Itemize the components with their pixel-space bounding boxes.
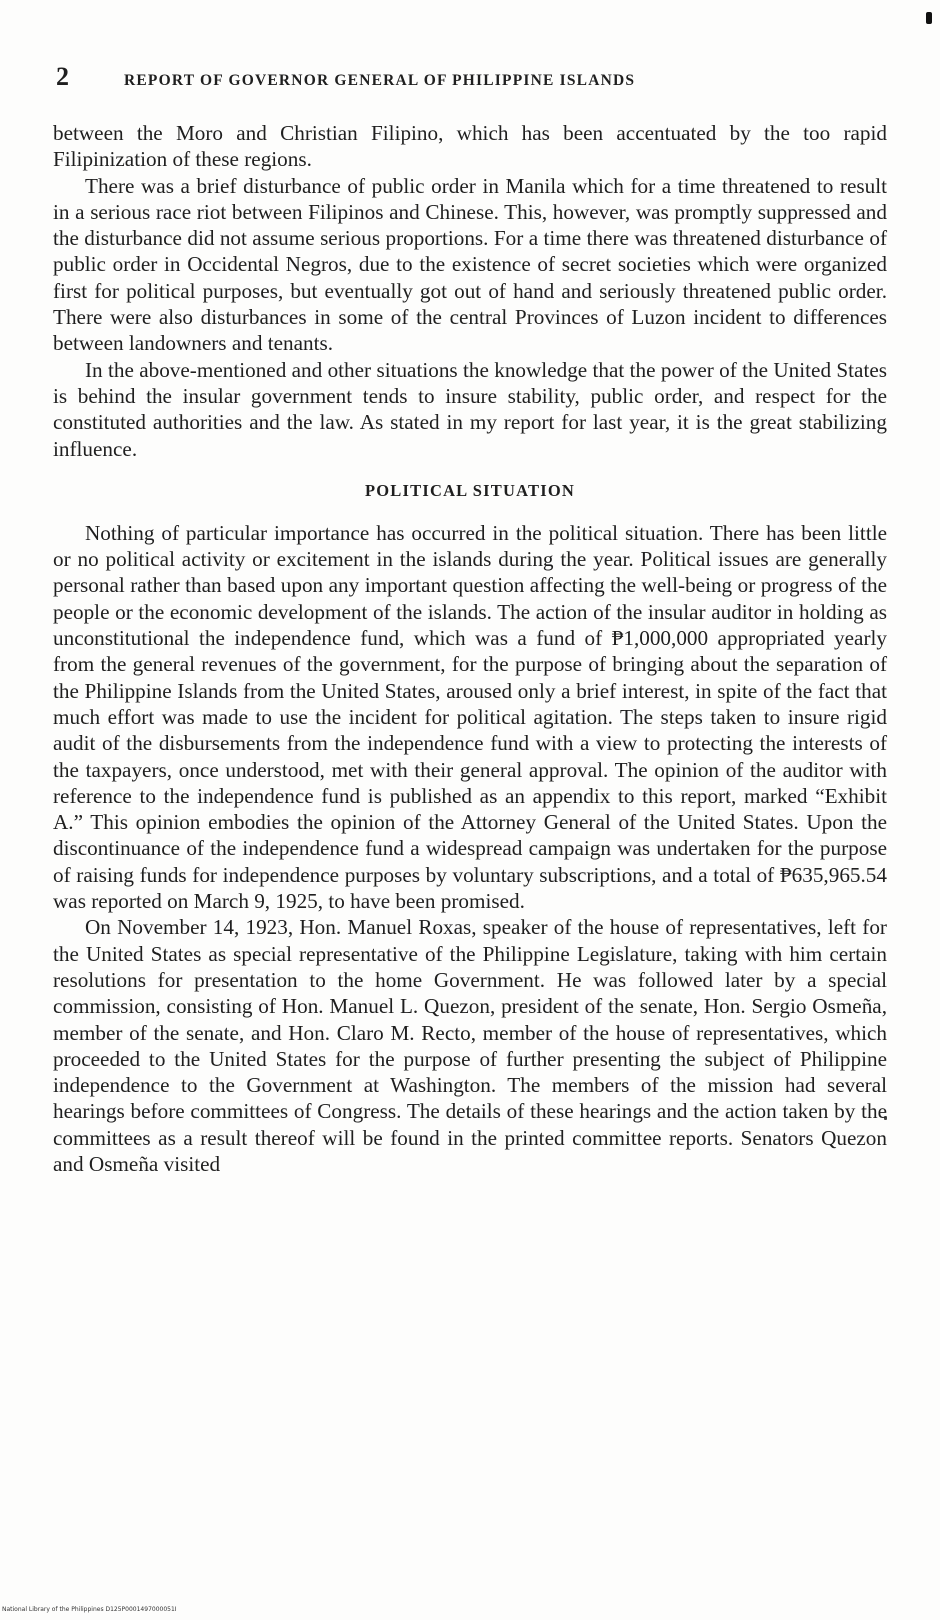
running-head: REPORT OF GOVERNOR GENERAL OF PHILIPPINE ISLANDS	[124, 72, 636, 89]
library-stamp: National Library of the Philippines D125P0001497000051I	[2, 1606, 177, 1613]
section-paragraph-1: Nothing of particular importance has occurred in the political situation. There has been little or no political activity or excitement in the islands during the year. Political issues are generally personal rather than based upon any important question affecting the well-being or progress of the people or the economic development of the islands. The action of the insular auditor in holding as unconstitutional the independence fund, which was a fund of ₱1,000,000 appropriated yearly from the general revenues of the government, for the purpose of bringing about the separation of the Philippine Islands from the United States, aroused only a brief interest, in spite of the fact that much effort was made to use the incident for political agitation. The steps taken to insure rigid audit of the disbursements from the independence fund with a view to protecting the interests of the taxpayers, once understood, met with their general approval. The opinion of the auditor with reference to the independence fund is published as an appendix to this report, marked “Exhibit A.” This opinion embodies the opinion of the Attorney General of the United States. Upon the discontinuance of the independence fund a widespread campaign was undertaken for the purpose of raising funds for independence purposes by voluntary subscriptions, and a total of ₱635,965.54 was reported on March 9, 1925, to have been promised.	[53, 520, 887, 914]
section-paragraph-2: On November 14, 1923, Hon. Manuel Roxas, speaker of the house of representatives, left for the United States as special representative of the Philippine Legislature, taking with him certain resolutions for presentation to the home Government. He was followed later by a special commission, consisting of Hon. Manuel L. Quezon, president of the senate, Hon. Sergio Osmeña, member of the senate, and Hon. Claro M. Recto, member of the house of representatives, which proceeded to the United States for the purpose of further presenting the subject of Philippine independence to the Government at Washington. The members of the mission had several hearings before committees of Congress. The details of these hearings and the action taken by the committees as a result thereof will be found in the printed committee reports. Senators Quezon and Osmeña visited	[53, 915, 887, 1176]
body-text	[53, 120, 887, 1177]
paragraph-2: There was a brief disturbance of public order in Manila which for a time threatened to result in a serious race riot between Filipinos and Chinese. This, however, was promptly suppressed and the disturbance did not assume serious proportions. For a time there was threatened disturbance of public order in Occidental Negros, due to the existence of secret societies which were organized first for political purposes, but eventually got out of hand and seriously threatened public order. There were also disturbances in some of the central Provinces of Luzon incident to differences between landowners and tenants.	[53, 173, 887, 356]
page-number: 2	[56, 62, 69, 91]
paragraph-1: between the Moro and Christian Filipino, which has been accentuated by the too rapid Filipinization of these regions.	[53, 121, 887, 172]
scan-mark	[926, 12, 932, 24]
page-header	[56, 62, 886, 98]
paragraph-3: In the above-mentioned and other situations the knowledge that the power of the United States is behind the insular government tends to insure stability, public order, and respect for the constituted authorities and the law. As stated in my report for last year, it is the great stabilizing influence.	[53, 357, 887, 461]
section-heading: POLITICAL SITUATION	[364, 480, 575, 500]
